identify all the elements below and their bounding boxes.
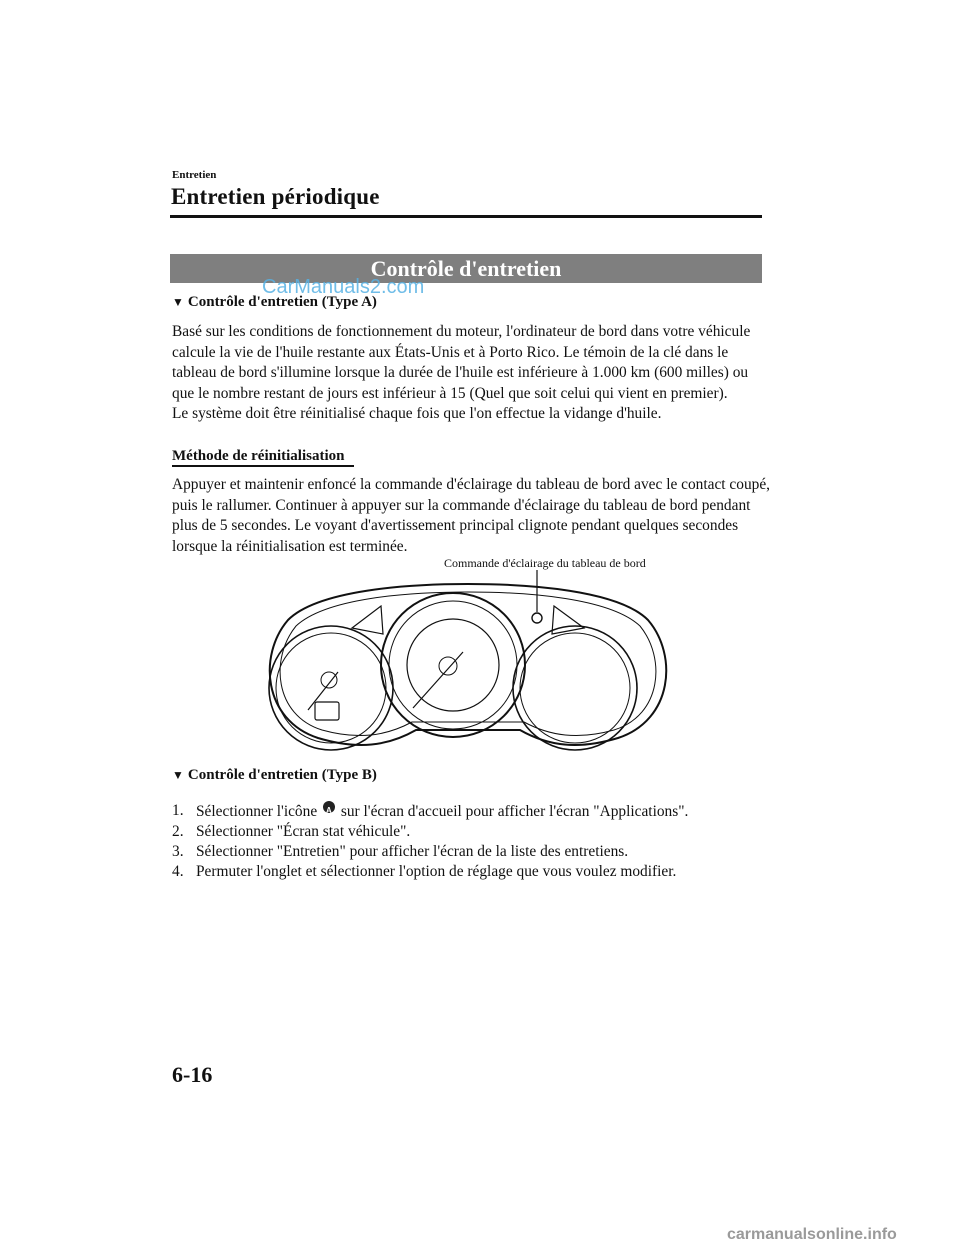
title-rule [170,215,762,218]
step-item [172,842,688,862]
center-gauge-hub [439,657,457,675]
chapter-title: Entretien périodique [171,184,380,209]
step-text-before-icon: Sélectionner l'icône [196,803,318,820]
step-text [196,801,688,822]
triangle-bullet-icon-b: ▼ [172,768,184,782]
step-item [172,801,688,822]
step-number: 2. [172,823,184,840]
step-item [172,862,688,882]
step-number: 3. [172,843,184,860]
step-item [172,822,688,842]
instrument-cluster-illustration [258,570,678,755]
step-text: Permuter l'onglet et sélectionner l'option de réglage que vous voulez modifier. [196,863,677,880]
step-text: Sélectionner "Écran stat véhicule". [196,823,411,840]
center-gauge-outer [381,593,525,737]
step-number: 1. [172,802,184,819]
type-a-heading-text: Contrôle d'entretien (Type A) [187,294,377,310]
cluster-inner-rim [280,592,656,736]
method-paragraph: Appuyer et maintenir enfoncé la commande d'éclairage du tableau de bord avec le contact coupé, puis le rallumer. Continuer à appuyer sur la commande d'éclairage du tableau de bord pendant plus de 5 secondes. Le voyant d'avertissement principal clignote pendant quelques secondes lorsque la réinitialisation est terminée. [172,476,771,555]
center-gauge-ring [389,601,517,729]
right-indicator-window [552,606,584,634]
step-text-after-icon: sur l'écran d'accueil pour afficher l'écran "Applications". [340,803,689,820]
right-gauge-outer [513,626,637,750]
left-gauge-hub [321,672,337,688]
page-number: 6-16 [172,1062,213,1087]
method-underline [172,465,354,467]
display-window [315,702,339,720]
type-a-paragraph-1: Basé sur les conditions de fonctionnement du moteur, l'ordinateur de bord dans votre véhicule calcule la vie de l'huile restante aux États-Unis et à Porto Rico. Le témoin de la clé dans le tableau de bord s'illumine lorsque la durée de l'huile est inférieure à 1.000 km (600 milles) ou que le nombre restant de jours est inférieur à 15 (Quel que soit celui qui vient en premier). [172,323,751,402]
section-label: Entretien [172,169,217,181]
center-gauge-inner [407,619,499,711]
left-gauge-needle [308,672,338,710]
type-a-paragraph-2: Le système doit être réinitialisé chaque fois que l'on effectue la vidange d'huile. [172,405,662,422]
right-gauge-inner [520,633,630,743]
method-heading: Méthode de réinitialisation [172,448,345,464]
triangle-bullet-icon: ▼ [172,295,184,309]
applications-icon [323,801,335,813]
footer-watermark: carmanualsonline.info [727,1226,897,1243]
method-body [172,475,772,557]
watermark-top: CarManuals2.com [262,276,425,298]
step-text: Sélectionner "Entretien" pour afficher l'écran de la liste des entretiens. [196,843,629,860]
figure-callout-label: Commande d'éclairage du tableau de bord [444,556,646,570]
type-b-steps [172,801,688,882]
type-b-heading-text: Contrôle d'entretien (Type B) [187,767,377,783]
section-banner: Contrôle d'entretien [170,254,762,283]
type-a-body [172,322,772,425]
type-b-heading [172,767,377,784]
left-indicator-window [352,606,383,634]
illumination-control-knob [532,613,542,623]
type-a-heading [172,294,377,311]
step-number: 4. [172,863,184,880]
